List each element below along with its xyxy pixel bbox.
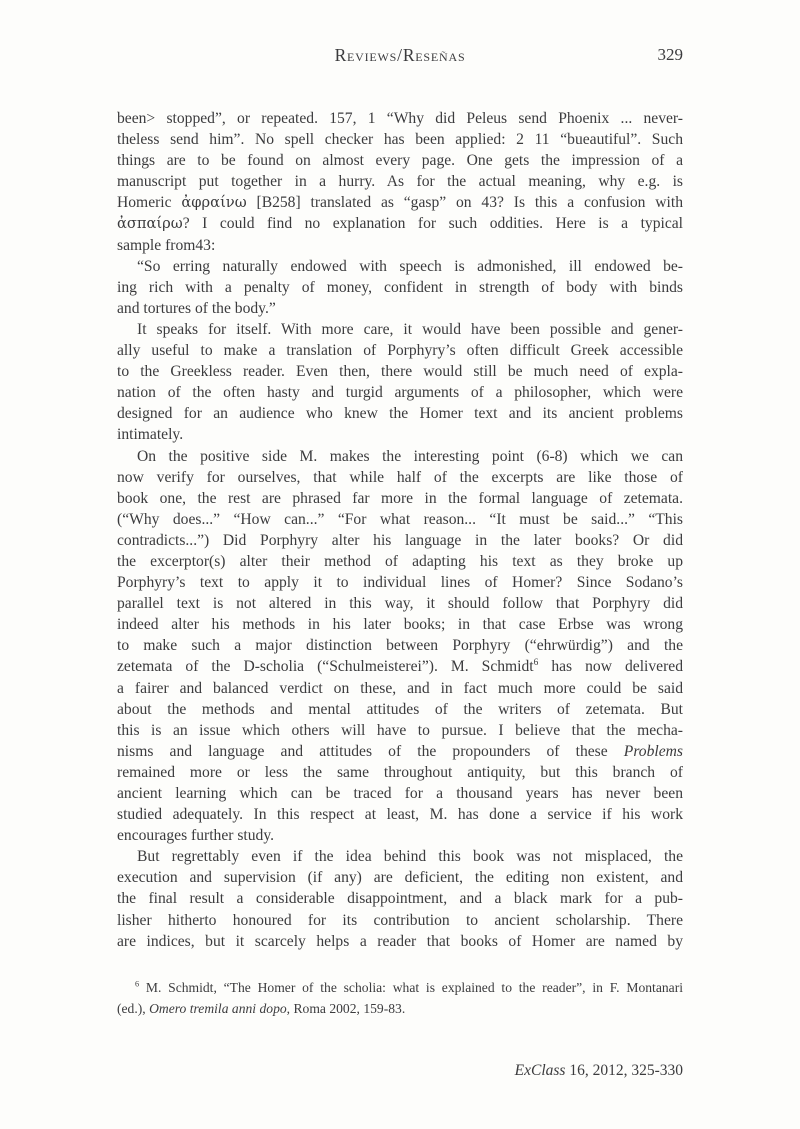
text-run: On the positive side M. makes the interesting point (6-8) which we can <box>137 447 683 465</box>
text-run: sample from43: <box>117 236 216 254</box>
text-line <box>117 509 683 530</box>
text-run: manuscript put together in a hurry. As for the actual meaning, why e.g. is <box>117 173 683 191</box>
text-line <box>117 108 683 129</box>
text-line <box>117 888 683 909</box>
footnote <box>117 978 683 1019</box>
text-run: ally useful to make a translation of Porphyry’s often difficult Greek accessible <box>117 342 683 360</box>
text-run: “So erring naturally endowed with speech is admonished, ill endowed be- <box>137 257 683 275</box>
text-line <box>117 129 683 150</box>
text-run: designed for an audience who knew the Homer text and its ancient problems <box>117 405 683 423</box>
text-line <box>117 572 683 593</box>
text-run: encourages further study. <box>117 827 275 845</box>
text-line <box>117 298 683 319</box>
text-line <box>117 999 683 1020</box>
text-run: ing rich with a penalty of money, confident in strength of body with binds <box>117 278 683 296</box>
text-run: are indices, but it scarcely helps a reader that books of Homer are named by <box>117 932 683 950</box>
running-title: Reviews/Reseñas <box>334 45 466 65</box>
footnote-reference: 6 <box>135 979 140 989</box>
text-line <box>117 699 683 720</box>
text-run: [B258] translated as “gasp” on 43? Is this a confusion with <box>246 194 683 212</box>
text-run: It speaks for itself. With more care, it would have been possible and gener- <box>137 320 683 338</box>
text-run: ἀσπαίρω <box>117 215 183 233</box>
text-line <box>117 804 683 825</box>
text-line <box>117 678 683 699</box>
page-header <box>117 45 683 67</box>
text-line <box>117 319 683 340</box>
text-run: (ed.), <box>117 1000 150 1016</box>
text-run: ? I could find no explanation for such oddities. Here is a typical <box>182 215 683 233</box>
text-line <box>117 931 683 952</box>
text-run: theless send him”. No spell checker has been applied: 2 11 “bueautiful”. Such <box>117 131 683 149</box>
text-run: book one, the rest are phrased far more in the formal language of zetemata. <box>117 489 683 507</box>
text-run: ἀφραίνω <box>181 194 247 212</box>
text-run: things are to be found on almost every page. One gets the impression of a <box>117 152 683 170</box>
text-run: contradicts...”) Did Porphyry alter his language in the later books? Or did <box>117 531 683 549</box>
text-line <box>117 150 683 171</box>
text-run: about the methods and mental attitudes of the writers of zetemata. But <box>117 700 683 718</box>
text-line <box>117 361 683 382</box>
text-line <box>117 467 683 488</box>
text-run: to the Greekless reader. Even then, there would still be much need of expla- <box>117 363 683 381</box>
body-text <box>117 108 683 952</box>
text-line <box>117 825 683 846</box>
text-line <box>117 488 683 509</box>
text-line <box>117 235 683 256</box>
journal-citation: 16, 2012, 325-330 <box>565 1062 683 1079</box>
journal-footer <box>117 1062 683 1080</box>
text-line <box>117 867 683 888</box>
text-line <box>117 614 683 635</box>
text-line <box>117 530 683 551</box>
text-run: execution and supervision (if any) are deficient, the editing non existent, and <box>117 869 683 887</box>
text-line <box>117 403 683 424</box>
text-run: Problems <box>623 742 683 760</box>
page-number: 329 <box>657 45 683 64</box>
text-line <box>117 593 683 614</box>
text-run: intimately. <box>117 426 184 444</box>
text-line <box>117 978 683 999</box>
text-run: a fairer and balanced verdict on these, and in fact much more could be said <box>117 679 683 697</box>
text-line <box>117 424 683 445</box>
text-run: zetemata of the D-scholia (“Schulmeisterei”). M. Schmidt <box>117 658 534 676</box>
text-line <box>117 340 683 361</box>
text-run: parallel text is not altered in this way, it should follow that Porphyry did <box>117 595 683 613</box>
text-run: ancient learning which can be traced for a thousand years has never been <box>117 785 683 802</box>
text-run: (“Why does...” “How can...” “For what reason... “It must be said...” “This <box>117 510 683 528</box>
text-run: indeed alter his methods in his later books; in that case Erbse was wrong <box>117 616 683 634</box>
text-run: the excerptor(s) alter their method of adapting his text as they broke up <box>117 552 683 570</box>
text-run: studied adequately. In this respect at least, M. has done a service if his work <box>117 806 683 824</box>
text-run: now verify for ourselves, that while half of the excerpts are like those of <box>117 468 683 486</box>
text-line <box>117 910 683 931</box>
text-line <box>117 171 683 192</box>
text-line <box>117 656 683 677</box>
text-run: to make such a major distinction between Porphyry (“ehrwürdig”) and the <box>117 637 683 655</box>
text-run: But regrettably even if the idea behind this book was not misplaced, the <box>137 848 683 866</box>
text-line <box>117 256 683 277</box>
text-run: this is an issue which others will have to pursue. I believe that the mecha- <box>117 721 683 739</box>
text-run: the final result a considerable disappointment, and a black mark for a pub- <box>117 890 683 908</box>
text-line <box>117 762 683 783</box>
journal-title: ExClass <box>514 1062 566 1079</box>
text-line <box>117 213 683 234</box>
text-line <box>117 720 683 741</box>
footnote-reference: 6 <box>533 658 539 669</box>
text-line <box>117 382 683 403</box>
text-run: nisms and language and attitudes of the propounders of these <box>117 742 624 760</box>
text-line <box>117 277 683 298</box>
text-run: , Roma 2002, 159-83. <box>286 1000 406 1016</box>
text-run: Porphyry’s text to apply it to individual lines of Homer? Since Sodano’s <box>117 574 683 592</box>
text-run: M. Schmidt, “The Homer of the scholia: what is explained to the reader”, in F. Montanari <box>139 980 683 995</box>
text-run: Omero tremila anni dopo <box>149 1000 287 1016</box>
text-run: and tortures of the body.” <box>117 299 276 317</box>
text-run: Homeric <box>117 194 182 212</box>
text-line <box>117 635 683 656</box>
text-run: nation of the often hasty and turgid arguments of a philosopher, which were <box>117 384 683 402</box>
text-run: has now delivered <box>538 658 683 676</box>
text-line <box>117 192 683 213</box>
text-line <box>117 846 683 867</box>
text-run: been> stopped”, or repeated. 157, 1 “Why did Peleus send Phoenix ... never- <box>117 110 683 127</box>
text-line <box>117 783 683 804</box>
text-run: remained more or less the same throughout antiquity, but this branch of <box>117 763 683 781</box>
text-line <box>117 551 683 572</box>
text-line <box>117 741 683 762</box>
text-run: lisher hitherto honoured for its contribution to ancient scholarship. There <box>117 911 683 929</box>
text-line <box>117 446 683 467</box>
